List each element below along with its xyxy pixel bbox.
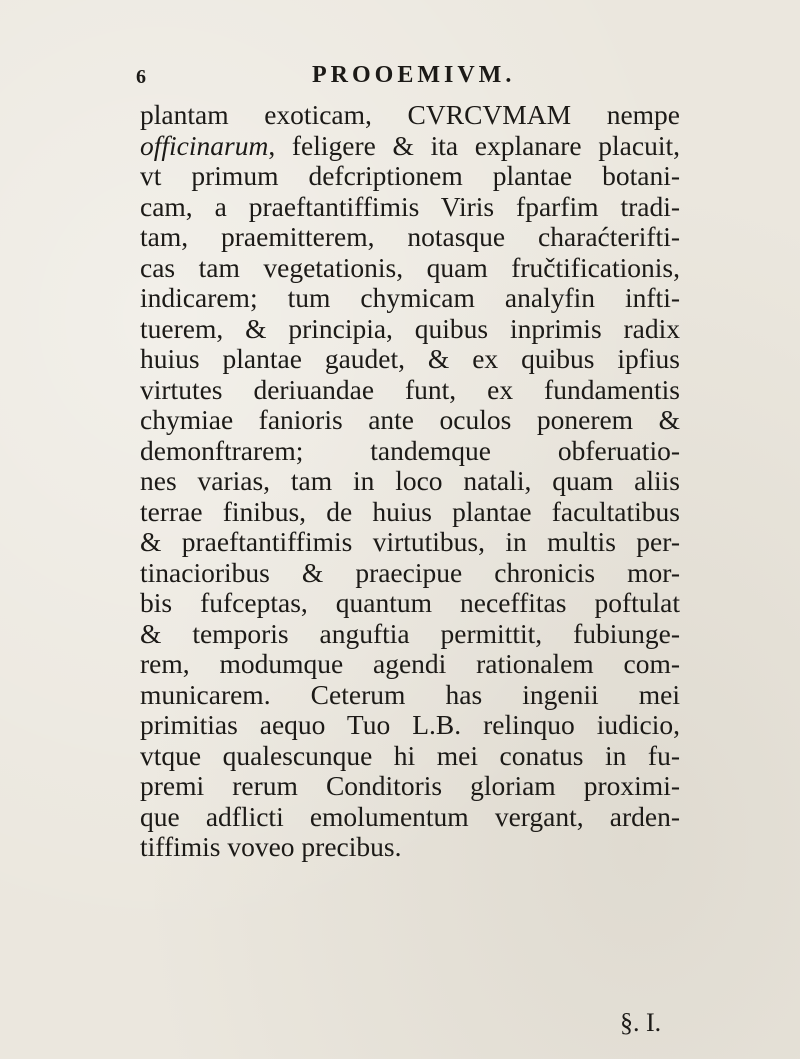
page-number: 6 (136, 66, 146, 88)
body-text (140, 100, 680, 863)
running-head: PROOEMIVM. (312, 62, 516, 88)
text-line: & temporis anguftia permittit, fubiunge- (140, 617, 680, 649)
text-line: tuerem, & principia, quibus inprimis radix (140, 312, 680, 344)
text-line: terrae finibus, de huius plantae facultatibus (140, 495, 680, 527)
text-line: plantam exoticam, CVRCVMAM nempe (140, 99, 680, 130)
text-line: cas tam vegetationis, quam fručtificationis, (140, 251, 680, 283)
catchword: §. I. (620, 1008, 662, 1037)
text-line: cam, a praeftantiffimis Viris fparfim tradi- (140, 190, 680, 222)
text-line: tam, praemitterem, notasque charaćterifti- (140, 221, 680, 252)
text-line: municarem. Ceterum has ingenii mei (140, 678, 680, 710)
text-line: chymiae fanioris ante oculos ponerem & (140, 404, 680, 435)
text-line: rem, modumque agendi rationalem com- (140, 648, 680, 679)
text-line: indicarem; tum chymicam analyfin infti- (140, 282, 680, 313)
text-line: primitias aequo Tuo L.B. relinquo iudicio, (140, 709, 680, 740)
text-line: que adflicti emolumentum vergant, arden- (140, 800, 680, 832)
text-line: premi rerum Conditoris gloriam proximi- (140, 770, 680, 801)
page-header (136, 60, 696, 94)
text-line: vt primum defcriptionem plantae botani- (140, 160, 680, 191)
text-line: tiffimis voveo precibus. (140, 831, 402, 862)
text-line: demonftrarem; tandemque obferuatio- (140, 434, 680, 466)
text-line: vtque qualescunque hi mei conatus in fu- (140, 739, 680, 771)
text-line: nes varias, tam in loco natali, quam aliis (140, 465, 680, 496)
text-line: huius plantae gaudet, & ex quibus ipfius (140, 343, 680, 374)
text-line: bis fufceptas, quantum neceffitas poftulat (140, 587, 680, 618)
text-line: officinarum, feligere & ita explanare placuit, (140, 129, 680, 161)
italic-word: officinarum (140, 129, 269, 161)
text-line: tinacioribus & praecipue chronicis mor- (140, 556, 680, 588)
text-line: virtutes deriuandae funt, ex fundamentis (140, 373, 680, 405)
text-line: & praeftantiffimis virtutibus, in multis per- (140, 526, 680, 557)
